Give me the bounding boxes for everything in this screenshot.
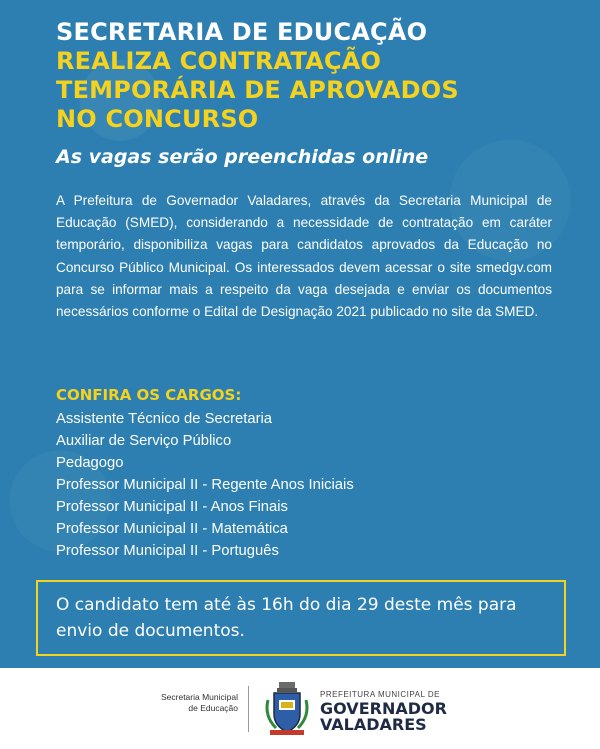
subtitle: As vagas serão preenchidas online bbox=[56, 146, 429, 168]
cargos-list bbox=[56, 408, 354, 562]
cargo-item: Professor Municipal II - Anos Finais bbox=[56, 499, 288, 515]
cargos-title: CONFIRA OS CARGOS: bbox=[56, 386, 242, 404]
cargo-item: Professor Municipal II - Matemática bbox=[56, 521, 288, 537]
footer bbox=[0, 668, 600, 749]
secretaria-label bbox=[130, 692, 238, 714]
city-logo-text bbox=[320, 690, 447, 733]
deadline-text: O candidato tem até às 16h do dia 29 deste mês para envio de documentos. bbox=[56, 595, 517, 641]
headline-line-2: REALIZA CONTRATAÇÃO bbox=[56, 47, 382, 75]
city-crest-icon bbox=[262, 680, 312, 738]
city-name-line-1: GOVERNADOR bbox=[320, 699, 447, 718]
cargo-item: Professor Municipal II - Regente Anos Iniciais bbox=[56, 477, 354, 493]
cargo-item: Auxiliar de Serviço Público bbox=[56, 433, 232, 449]
cargo-item: Professor Municipal II - Português bbox=[56, 543, 279, 559]
prefeitura-label: PREFEITURA MUNICIPAL DE bbox=[320, 690, 440, 699]
secretaria-line-2: de Educação bbox=[188, 703, 238, 713]
body-paragraph: A Prefeitura de Governador Valadares, através da Secretaria Municipal de Educação (SMED), considerando a necessidade de contratação em caráter temporário, disponibiliza vagas para candidatos aprovados da Educação no Concurso Público Municipal. Os interessados devem acessar o site smedgv.com para se informar mais a respeito da vaga desejada e enviar os documentos necessários conforme o Edital de Designação 2021 publicado no site da SMED. bbox=[56, 193, 552, 320]
deadline-box bbox=[36, 580, 566, 656]
headline-line-3: TEMPORÁRIA DE APROVADOS bbox=[56, 76, 459, 104]
cargo-item: Assistente Técnico de Secretaria bbox=[56, 411, 273, 427]
headline-line-4: NO CONCURSO bbox=[56, 105, 259, 133]
secretaria-line-1: Secretaria Municipal bbox=[160, 692, 238, 702]
cargo-item: Pedagogo bbox=[56, 455, 124, 471]
city-name-line-2: VALADARES bbox=[320, 715, 427, 734]
headline bbox=[56, 18, 576, 134]
footer-divider bbox=[248, 686, 249, 732]
headline-line-1: SECRETARIA DE EDUCAÇÃO bbox=[56, 18, 428, 46]
